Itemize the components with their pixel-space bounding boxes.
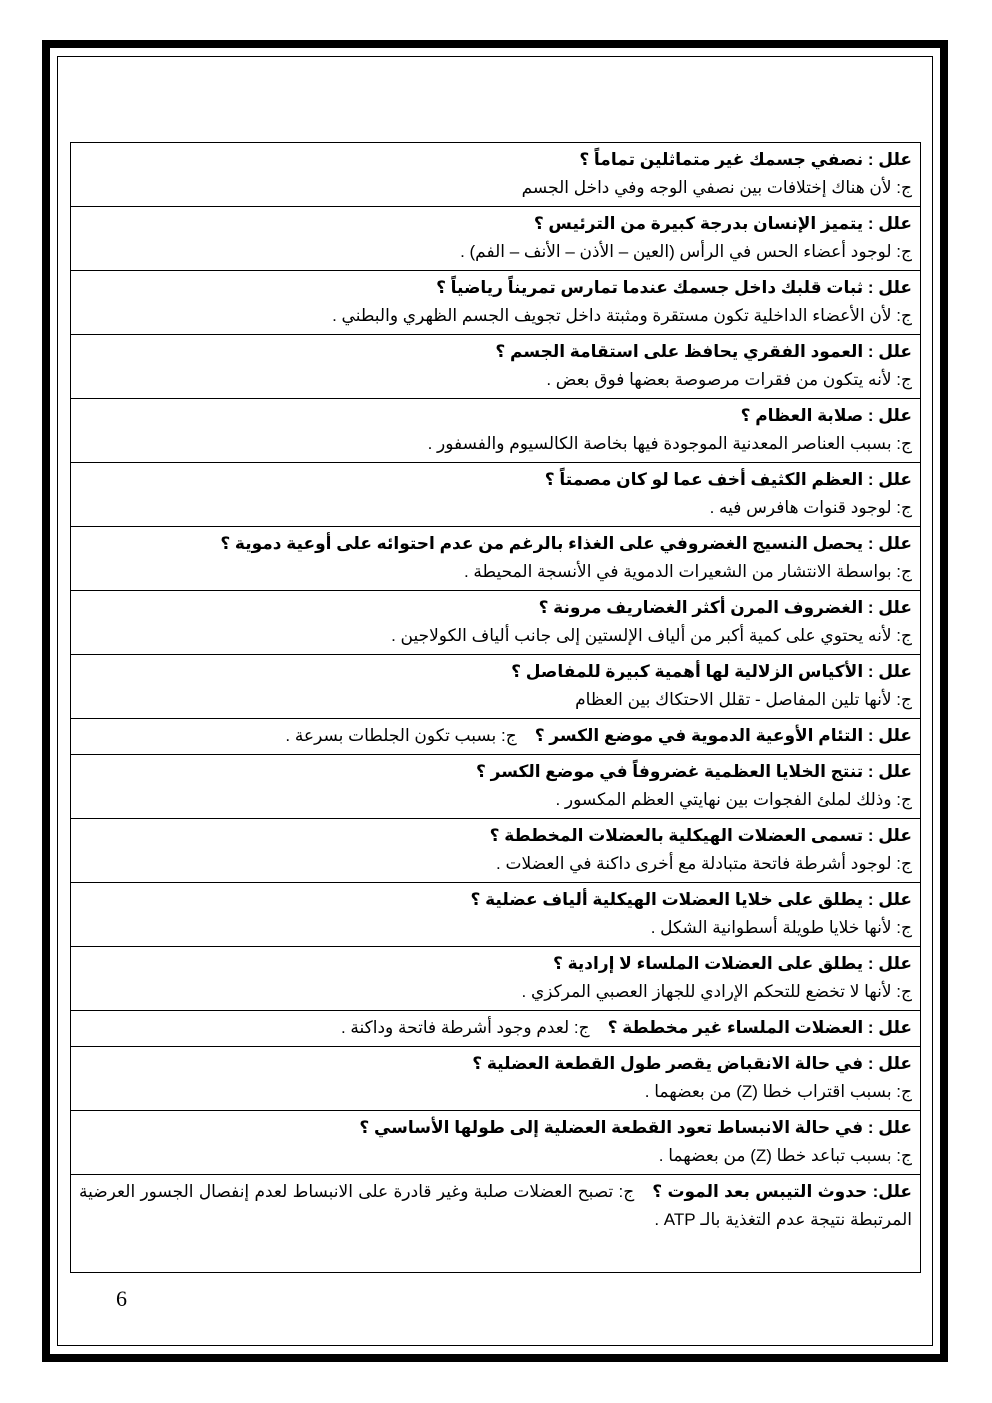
table-cell (71, 591, 921, 655)
answer-text: ج: لأنها تلين المفاصل - تقلل الاحتكاك بين العظام (575, 690, 912, 709)
answer-text: ج: بسبب تكون الجلطات بسرعة . (285, 726, 517, 745)
question-text: علل : ثبات قلبك داخل جسمك عندما تمارس تمريناً رياضياً ؟ (436, 278, 912, 297)
table-row (71, 143, 921, 207)
table-row (71, 207, 921, 271)
answer-text: ج: لعدم وجود أشرطة فاتحة وداكنة . (340, 1018, 590, 1037)
table-row (71, 1011, 921, 1047)
page-number: 6 (116, 1286, 127, 1311)
question-text: علل : صلابة العظام ؟ (740, 406, 912, 425)
answer-text: ج: وذلك لملئ الفجوات بين نهايتي العظم المكسور . (555, 790, 912, 809)
question-text: علل : يطلق على العضلات الملساء لا إرادية ؟ (553, 954, 912, 973)
table-row (71, 719, 921, 755)
question-text: علل : الغضروف المرن أكثر الغضاريف مرونة ؟ (538, 598, 912, 617)
question-answer-paragraph (79, 1178, 912, 1234)
question-text: علل : العضلات الملساء غير مخططة ؟ (607, 1018, 912, 1037)
answer-text: ج: بسبب اقتراب خطا (Z) من بعضهما . (644, 1082, 912, 1101)
answer-text: ج: بسبب تباعد خطا (Z) من بعضهما . (658, 1146, 912, 1165)
table-cell (71, 527, 921, 591)
table-row (71, 591, 921, 655)
question-answer-line (79, 1014, 912, 1042)
table-row (71, 819, 921, 883)
table-cell (71, 655, 921, 719)
question-answer-line (79, 722, 912, 750)
table-cell (71, 1011, 921, 1047)
question-text: علل : الأكياس الزلالية لها أهمية كبيرة للمفاصل ؟ (511, 662, 912, 681)
table-row (71, 335, 921, 399)
answer-text: ج: لأنها لا تخضع للتحكم الإرادي للجهاز العصبي المركزي . (521, 982, 912, 1001)
answer-text: ج: لأنه يتكون من فقرات مرصوصة بعضها فوق بعض . (546, 370, 912, 389)
table-row (71, 1047, 921, 1111)
table-row (71, 947, 921, 1011)
table-row (71, 463, 921, 527)
table-cell (71, 143, 921, 207)
answer-text: ج: لأنها خلايا طويلة أسطوانية الشكل . (650, 918, 912, 937)
table-cell (71, 755, 921, 819)
table-row (71, 399, 921, 463)
qa-table (70, 142, 921, 1273)
table-cell (71, 1175, 921, 1273)
table-cell (71, 399, 921, 463)
question-text: علل : يتميز الإنسان بدرجة كبيرة من الترئيس ؟ (533, 214, 912, 233)
question-text: علل : يطلق على خلايا العضلات الهيكلية ألياف عضلية ؟ (470, 890, 912, 909)
answer-text: ج: تصبح العضلات صلبة وغير قادرة على الانبساط لعدم إنفصال الجسور العرضية المرتبطة نتيجة عدم التغذية بالـ ATP . (79, 1182, 912, 1229)
question-text: علل : في حالة الانبساط تعود القطعة العضلية إلى طولها الأساسي ؟ (359, 1118, 912, 1137)
table-cell (71, 819, 921, 883)
table-cell (71, 1111, 921, 1175)
question-text: علل : يحصل النسيج الغضروفي على الغذاء بالرغم من عدم احتوائه على أوعية دموية ؟ (220, 534, 912, 553)
answer-text: ج: لوجود أشرطة فاتحة متبادلة مع أخرى داكنة في العضلات . (496, 854, 912, 873)
table-row (71, 755, 921, 819)
table-cell (71, 207, 921, 271)
table-row (71, 883, 921, 947)
answer-text: ج: بسبب العناصر المعدنية الموجودة فيها بخاصة الكالسيوم والفسفور . (427, 434, 912, 453)
answer-text: ج: لوجود قنوات هافرس فيه . (709, 498, 912, 517)
question-text: علل : التئام الأوعية الدموية في موضع الكسر ؟ (534, 726, 912, 745)
question-text: علل: حدوث التيبس بعد الموت ؟ (652, 1182, 913, 1201)
question-text: علل : في حالة الانقباض يقصر طول القطعة العضلية ؟ (472, 1054, 912, 1073)
answer-text: ج: لأن هناك إختلافات بين نصفي الوجه وفي داخل الجسم (521, 178, 912, 197)
table-row (71, 271, 921, 335)
table-cell (71, 463, 921, 527)
question-text: علل : العمود الفقري يحافظ على استقامة الجسم ؟ (495, 342, 912, 361)
table-row (71, 1175, 921, 1273)
question-text: علل : العظم الكثيف أخف عما لو كان مصمتاً ؟ (544, 470, 912, 489)
answer-text: ج: لأنه يحتوي على كمية أكبر من ألياف الإلستين إلى جانب ألياف الكولاجين . (391, 626, 912, 645)
answer-text: ج: بواسطة الانتشار من الشعيرات الدموية في الأنسجة المحيطة . (463, 562, 912, 581)
answer-text: ج: لأن الأعضاء الداخلية تكون مستقرة ومثبتة داخل تجويف الجسم الظهري والبطني . (332, 306, 912, 325)
table-cell (71, 335, 921, 399)
question-text: علل : نصفي جسمك غير متماثلين تماماً ؟ (579, 150, 912, 169)
table-cell (71, 947, 921, 1011)
table-cell (71, 271, 921, 335)
table-row (71, 1111, 921, 1175)
question-text: علل : تسمى العضلات الهيكلية بالعضلات المخططة ؟ (489, 826, 912, 845)
table-cell (71, 719, 921, 755)
answer-text: ج: لوجود أعضاء الحس في الرأس (العين – الأذن – الأنف – الفم) . (460, 242, 912, 261)
table-row (71, 655, 921, 719)
table-cell (71, 1047, 921, 1111)
table-row (71, 527, 921, 591)
table-cell (71, 883, 921, 947)
question-text: علل : تنتج الخلايا العظمية غضروفاً في موضع الكسر ؟ (476, 762, 912, 781)
